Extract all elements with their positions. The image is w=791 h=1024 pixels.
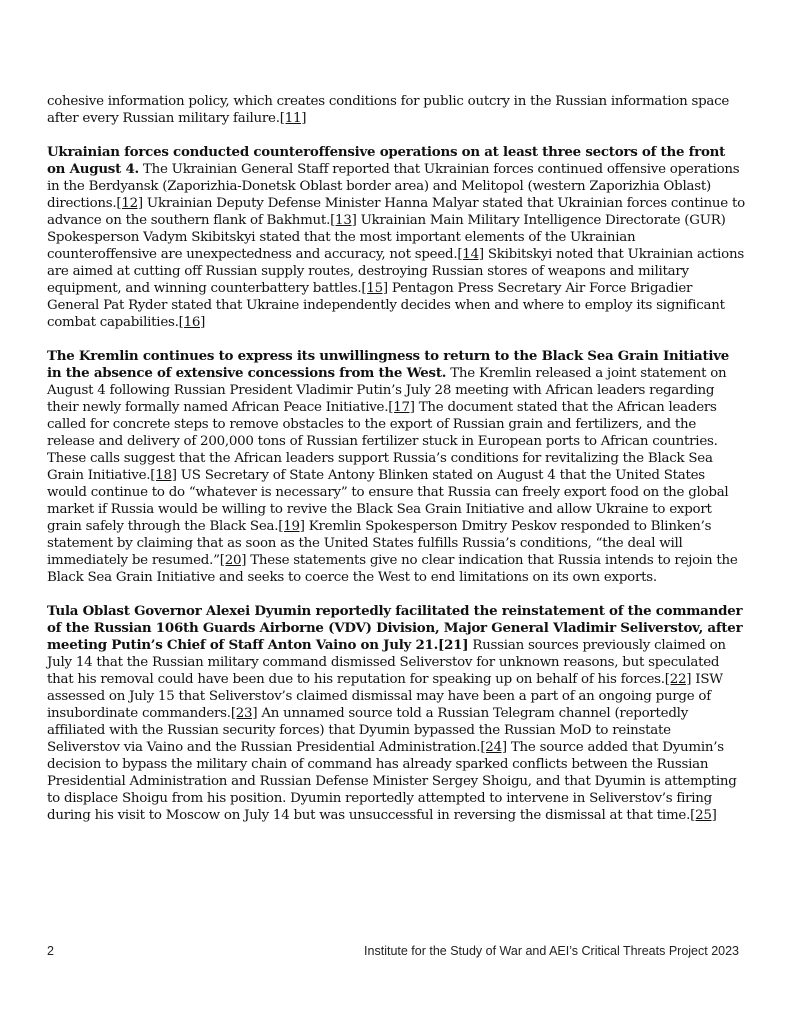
page-number: 2 — [47, 944, 54, 958]
paragraph-text: These statements give no clear indication that Russia intends to rejoin the Black Sea Grain Initiative and seeks to coerce the West to end limitations on its own exports. — [47, 553, 738, 585]
paragraph-text: The document stated that the African leaders called for concrete steps to remove obstacles to the export of Russian grain and fertilizers, and the release and delivery of 200,000 tons of Russian fertilizer stuck in European ports to African countries. These calls suggest that the African leaders support Russia’s conditions for revitalizing the Black Sea Grain Initiative. — [47, 400, 718, 483]
citation-link[interactable]: [14] — [457, 247, 484, 262]
paragraph-text: The Ukrainian General Staff reported that Ukrainian forces continued offensive operations in the Berdyansk (Zaporizhia-Donetsk Oblast border area) and Melitopol (western Zaporizhia Oblast) directions. — [47, 162, 740, 211]
citation-link[interactable]: [19] — [278, 519, 305, 534]
paragraph-text: Russian sources previously claimed on July 14 that the Russian military command dismissed Seliverstov for unknown reasons, but speculated that his removal could have been due to his reputation for speaking up on behalf of his forces. — [47, 638, 726, 687]
paragraph — [47, 93, 747, 127]
paragraph-lead: The Kremlin continues to express its unwillingness to return to the Black Sea Grain Initiative in the absence of extensive concessions from the West. — [47, 348, 730, 381]
footer-organization: Institute for the Study of War and AEI’s Critical Threats Project 2023 — [364, 944, 739, 958]
citation-link[interactable]: [16] — [178, 315, 206, 330]
paragraph-text: Ukrainian Main Military Intelligence Directorate (GUR) Spokesperson Vadym Skibitskyi stated that the most important elements of the Ukrainian counteroffensive are unexpectedness and accuracy, not speed. — [47, 213, 726, 262]
citation-link[interactable]: [18] — [150, 468, 177, 483]
citation-link[interactable]: [12] — [116, 196, 143, 211]
citation-link[interactable]: [17] — [388, 400, 415, 415]
paragraph-lead: Ukrainian forces conducted counteroffensive operations on at least three sectors of the front on August 4. — [47, 144, 726, 177]
paragraph-lead: Tula Oblast Governor Alexei Dyumin reportedly facilitated the reinstatement of the commander of the Russian 106th Guards Airborne (VDV) Division, Major General Vladimir Seliverstov, after meeting Putin’s Chief of Staff Anton Vaino on July 21.[21] — [47, 603, 743, 653]
citation-link[interactable]: [23] — [230, 706, 258, 721]
citation-link[interactable]: [24] — [480, 740, 507, 755]
paragraph-text: Skibitskyi noted that Ukrainian actions are aimed at cutting off Russian supply routes, destroying Russian stores of weapons and military equipment, and winning counterbattery battles. — [47, 247, 744, 296]
citation-link[interactable]: [11] — [279, 111, 307, 126]
citation-link[interactable]: [25] — [690, 808, 717, 823]
citation-link[interactable]: [20] — [219, 553, 247, 568]
paragraph — [47, 603, 747, 824]
citation-link[interactable]: [15] — [361, 281, 388, 296]
paragraph-text: ISW assessed on July 15 that Seliverstov’s claimed dismissal may have been a part of an ongoing purge of insubordinate commanders. — [47, 672, 723, 721]
paragraph-text: Kremlin Spokesperson Dmitry Peskov responded to Blinken’s statement by claiming that as soon as the United States fulfills Russia’s conditions, “the deal will immediately be resumed.” — [47, 519, 712, 568]
citation-link[interactable]: [22] — [664, 672, 692, 687]
paragraph — [47, 348, 747, 586]
paragraph-text: Pentagon Press Secretary Air Force Brigadier General Pat Ryder stated that Ukraine independently decides when and where to employ its significant combat capabilities. — [47, 281, 725, 330]
paragraph-text: An unnamed source told a Russian Telegram channel (reportedly affiliated with the Russian security forces) that Dyumin bypassed the Russian MoD to reinstate Seliverstov via Vaino and the Russian Presidential Administration. — [47, 706, 689, 755]
page-footer — [47, 944, 739, 958]
document-body — [47, 93, 747, 841]
paragraph-text: The source added that Dyumin’s decision to bypass the military chain of command has already sparked conflicts between the Russian Presidential Administration and Russian Defense Minister Sergey Shoigu, and that Dyumin is attempting to displace Shoigu from his position. Dyumin reportedly attempted to intervene in Seliverstov’s firing during his visit to Moscow on July 14 but was unsuccessful in reversing the dismissal at that time. — [47, 740, 737, 823]
paragraph-text: cohesive information policy, which creates conditions for public outcry in the Russian information space after every Russian military failure. — [47, 94, 730, 126]
paragraph-text: US Secretary of State Antony Blinken stated on August 4 that the United States would continue to do “whatever is necessary” to ensure that Russia can freely export food on the global market if Russia would be willing to revive the Black Sea Grain Initiative and allow Ukraine to export grain safely through the Black Sea. — [47, 468, 729, 534]
paragraph — [47, 144, 747, 331]
paragraph-text: The Kremlin released a joint statement on August 4 following Russian President Vladimir Putin’s July 28 meeting with African leaders regarding their newly formally named African Peace Initiative. — [47, 366, 727, 415]
citation-link[interactable]: [13] — [330, 213, 357, 228]
paragraph-text: Ukrainian Deputy Defense Minister Hanna Malyar stated that Ukrainian forces continue to advance on the southern flank of Bakhmut. — [47, 196, 745, 228]
